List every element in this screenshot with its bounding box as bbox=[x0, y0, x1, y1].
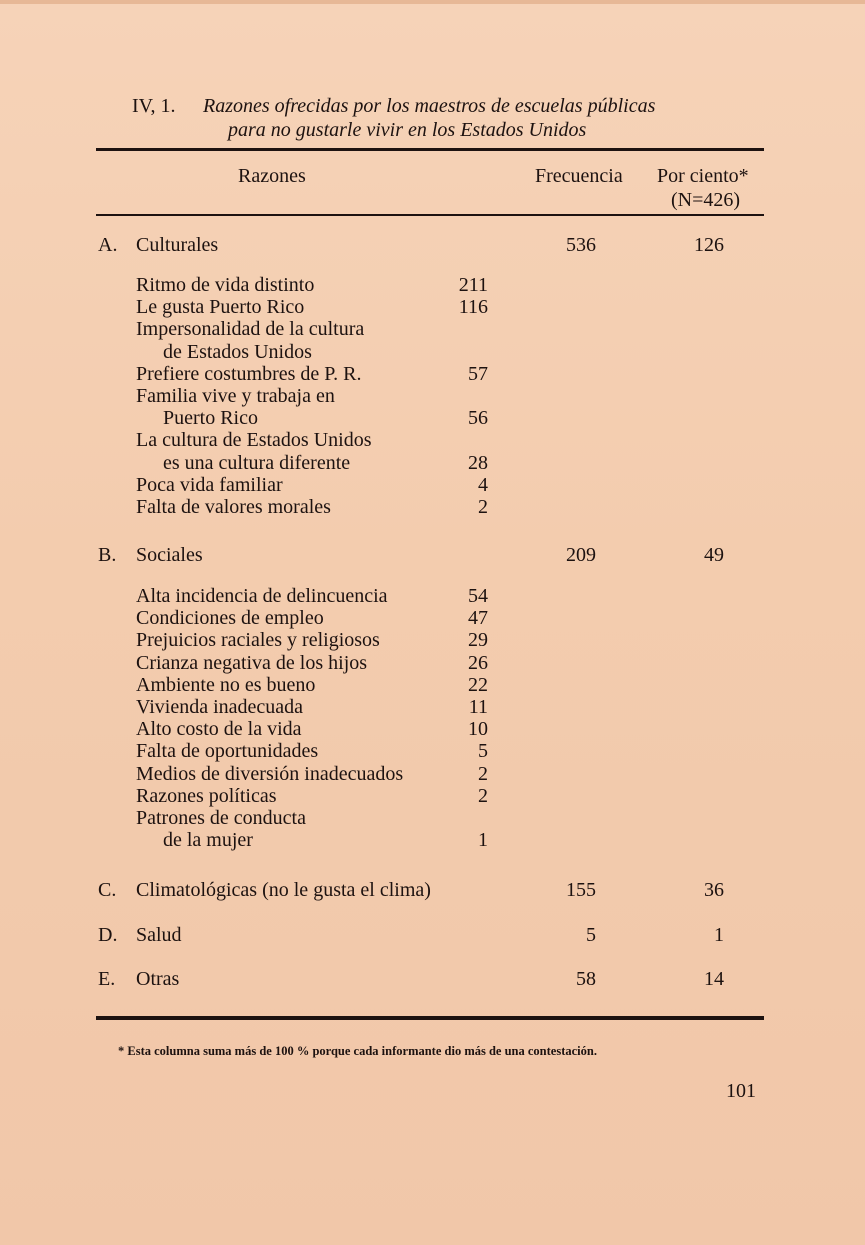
section-percent: 49 bbox=[704, 544, 724, 566]
header-rule bbox=[96, 214, 764, 216]
sub-item-label: Familia vive y trabaja en bbox=[136, 385, 335, 407]
section-label: Otras bbox=[136, 968, 180, 990]
sub-item-value: 2 bbox=[478, 762, 488, 785]
sub-item-label: Falta de oportunidades bbox=[136, 740, 319, 763]
sub-item-label: Condiciones de empleo bbox=[136, 607, 324, 630]
section-row bbox=[0, 544, 865, 566]
section-letter: A. bbox=[98, 234, 118, 256]
sub-item-label: Ambiente no es bueno bbox=[136, 673, 316, 696]
section-percent: 126 bbox=[694, 234, 724, 256]
section-percent: 1 bbox=[714, 924, 724, 946]
sub-item-value: 5 bbox=[478, 740, 488, 763]
sub-item-value: 116 bbox=[458, 296, 488, 319]
footnote: * Esta columna suma más de 100 % porque cada informante dio más de una contestación. bbox=[118, 1044, 597, 1058]
section-row bbox=[0, 968, 865, 990]
section-row bbox=[0, 234, 865, 256]
sub-item-label: Medios de diversión inadecuados bbox=[136, 762, 404, 785]
table-title-line-2: para no gustarle vivir en los Estados Unidos bbox=[228, 119, 587, 141]
section-label: Sociales bbox=[136, 544, 203, 566]
header-percent-n: (N=426) bbox=[671, 189, 741, 211]
sub-item-value: 11 bbox=[468, 696, 488, 718]
sub-item-label: Le gusta Puerto Rico bbox=[136, 296, 305, 319]
section-frequency: 5 bbox=[586, 924, 596, 946]
sub-item-label: Ritmo de vida distinto bbox=[136, 274, 315, 296]
header-reasons: Razones bbox=[238, 165, 306, 187]
section-letter: D. bbox=[98, 924, 118, 946]
table-top-rule bbox=[96, 148, 764, 151]
section-letter: B. bbox=[98, 544, 117, 566]
sub-item-label: Patrones de conducta bbox=[136, 807, 306, 829]
sub-item-label: Prejuicios raciales y religiosos bbox=[136, 629, 380, 652]
section-frequency: 536 bbox=[566, 234, 596, 256]
section-frequency: 58 bbox=[576, 968, 596, 990]
sub-item-label: La cultura de Estados Unidos bbox=[136, 429, 372, 452]
sub-item-value: 56 bbox=[468, 407, 488, 430]
section-label: Culturales bbox=[136, 234, 219, 256]
sub-item-label: Falta de valores morales bbox=[136, 496, 331, 518]
sub-item-label: Prefiere costumbres de P. R. bbox=[136, 362, 362, 385]
section-row bbox=[0, 924, 865, 946]
page-edge bbox=[0, 0, 865, 4]
table-title-line-1: Razones ofrecidas por los maestros de escuelas públicas bbox=[203, 95, 656, 117]
section-label: Climatológicas (no le gusta el clima) bbox=[136, 879, 431, 901]
header-frequency: Frecuencia bbox=[535, 165, 623, 187]
sub-item-label: es una cultura diferente bbox=[163, 451, 351, 474]
sub-item-label: Puerto Rico bbox=[163, 407, 258, 430]
section-percent: 36 bbox=[704, 879, 724, 901]
header-percent: Por ciento* bbox=[657, 165, 749, 187]
section-letter: C. bbox=[98, 879, 117, 901]
sub-item-value: 4 bbox=[478, 473, 488, 496]
sub-item-value: 1 bbox=[478, 829, 488, 852]
sub-item-value: 2 bbox=[478, 784, 488, 807]
sub-item-label: Alta incidencia de delincuencia bbox=[136, 585, 388, 607]
sub-item-value: 10 bbox=[468, 718, 488, 741]
sub-item-value: 28 bbox=[468, 451, 488, 474]
table-bottom-rule bbox=[96, 1016, 764, 1020]
sub-item-label: Vivienda inadecuada bbox=[136, 696, 304, 718]
section-frequency: 209 bbox=[566, 544, 596, 566]
sub-item-value: 26 bbox=[468, 651, 488, 674]
section-percent: 14 bbox=[704, 968, 724, 990]
sub-item-value: 22 bbox=[468, 673, 488, 696]
section-frequency: 155 bbox=[566, 879, 596, 901]
section-label: Salud bbox=[136, 924, 182, 946]
sub-item-label: de la mujer bbox=[163, 829, 253, 852]
sub-item-label: Poca vida familiar bbox=[136, 473, 283, 496]
sub-item-label: Alto costo de la vida bbox=[136, 718, 302, 741]
sub-item-value: 47 bbox=[468, 607, 488, 630]
sub-item-value: 2 bbox=[478, 496, 488, 518]
sub-item-value: 211 bbox=[458, 274, 488, 296]
sub-item-value: 57 bbox=[468, 362, 488, 385]
sub-item-label: Razones políticas bbox=[136, 784, 277, 807]
sub-item-label: Crianza negativa de los hijos bbox=[136, 651, 368, 674]
sub-item-label: Impersonalidad de la cultura bbox=[136, 318, 365, 341]
sub-item-label: de Estados Unidos bbox=[163, 340, 312, 363]
section-row bbox=[0, 879, 865, 901]
section-letter: E. bbox=[98, 968, 116, 990]
sub-item-value: 54 bbox=[468, 585, 488, 607]
page-number: 101 bbox=[726, 1080, 756, 1102]
table-number: IV, 1. bbox=[132, 95, 176, 117]
sub-item-value: 29 bbox=[468, 629, 488, 652]
